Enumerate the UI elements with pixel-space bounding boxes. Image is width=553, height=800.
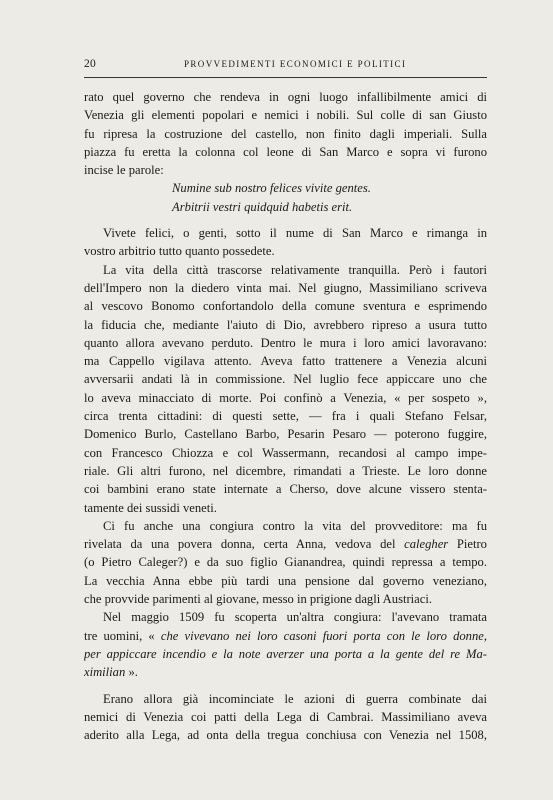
paragraph: [84, 261, 487, 517]
paragraph: [84, 88, 487, 179]
text-line: che provvide parimenti al giovane, messo in prigione dagli Austriaci.: [84, 592, 432, 607]
text-line: tamente dei sussidi veneti.: [84, 500, 217, 515]
text-line: [84, 645, 487, 663]
text-run: rivelata da una povera donna, certa Anna, vedova del: [84, 537, 396, 552]
text-line: riale. Gli altri furono, nel dicembre, rimandati a Trieste. Le loro donne: [84, 463, 487, 478]
text-line: La vita della città trascorse relativamente tranquilla. Però i fautori: [103, 262, 487, 277]
page-header: [84, 58, 488, 74]
italic-word: calegher: [404, 537, 449, 552]
italic-quote: ximilian: [84, 665, 126, 680]
text-line: al vescovo Bonomo confortandolo della comune sventura e esprimendo: [84, 299, 487, 314]
text-line: aderito alla Lega, ad onta della tregua conchiusa con Venezia nel 1508,: [84, 728, 487, 743]
text-line: circa trenta cittadini: di questi sette, — fra i quali Stefano Felsar,: [84, 409, 487, 424]
text-line: Vivete felici, o genti, sotto il nume di San Marco e rimanga in: [103, 226, 487, 241]
text-line: Venezia gli elementi popolari e nemici i nobili. Sul colle di san Giusto: [84, 108, 487, 123]
text-run: Pietro: [456, 537, 487, 552]
text-line: [84, 663, 487, 681]
text-line: incise le parole:: [84, 163, 164, 178]
text-line: Nel maggio 1509 fu scoperta un'altra congiura: l'avevano tramata: [103, 610, 487, 625]
text-line: ma Cappello vigilava attento. Aveva fatto trattenere a Venezia alcuni: [84, 354, 487, 369]
text-line: Domenico Burlo, Castellano Barbo, Pesarin Pesaro — poterono fuggire,: [84, 427, 487, 442]
text-line: fu ripresa la costruzione del castello, non finito dagli imperiali. Sulla: [84, 126, 487, 141]
text-run: tre uomini, «: [84, 628, 155, 643]
text-line: (o Pietro Caleger?) e da suo figlio Gianandrea, quindi repressa a tempo.: [84, 555, 487, 570]
quote-line: Numine sub nostro felices vivite gentes.: [172, 181, 371, 196]
latin-quote: [84, 179, 487, 216]
paragraph: [84, 224, 487, 261]
page-number: 20: [84, 58, 97, 70]
running-title: PROVVEDIMENTI ECONOMICI E POLITICI: [184, 59, 407, 69]
paragraph: [84, 517, 487, 608]
paragraph: [84, 690, 487, 745]
italic-quote: per appiccare incendio e la note averzer una porta a la gente del re Ma-: [84, 646, 487, 661]
text-line: avversarii andati là in commissione. Nel luglio fece appiccare uno che: [84, 372, 487, 387]
text-line: La vecchia Anna ebbe più tardi una pensione dal governo veneziano,: [84, 573, 487, 588]
text-line: vostro arbitrio tutto quanto possedete.: [84, 244, 275, 259]
text-line: piazza fu eretta la colonna col leone di San Marco e sopra vi furono: [84, 144, 487, 159]
text-line: nemici di Venezia coi patti della Lega di Cambrai. Massimiliano aveva: [84, 709, 487, 724]
header-rule: [84, 77, 487, 78]
text-line: con Francesco Chiozza e col Wassermann, recandosi al campo impe-: [84, 445, 487, 460]
body-text: [84, 88, 487, 744]
text-line: rato quel governo che rendeva in ogni luogo infallibilmente amici di: [84, 90, 487, 104]
text-line: Erano allora già incominciate le azioni di guerra combinate dai: [103, 691, 487, 706]
text-line: coi bambini erano state internate a Cherso, dove alcune vissero stenta-: [84, 482, 487, 497]
text-line: Ci fu anche una congiura contro la vita del provveditore: ma fu: [103, 518, 487, 533]
text-line: dell'Impero non la diedero vinta mai. Nel giugno, Massimiliano scriveva: [84, 280, 487, 295]
text-line: [84, 627, 487, 645]
text-line: la fiducia che, mediante l'aiuto di Dio, avrebbero ripreso a usura tutto: [84, 317, 487, 332]
italic-quote: che vivevano nei loro casoni fuori porta con le loro donne,: [160, 628, 487, 643]
text-line: lo aveva minacciato di morte. Poi confinò a Venezia, « per sospeto »,: [84, 390, 487, 405]
paragraph: [84, 608, 487, 681]
text-line: [84, 535, 487, 553]
quote-line: Arbitrii vestri quidquid habetis erit.: [172, 199, 353, 214]
text-line: quanto allora avevano perduto. Dentro le mura i loro amici lavoravano:: [84, 335, 487, 350]
text-run: ».: [128, 665, 138, 680]
